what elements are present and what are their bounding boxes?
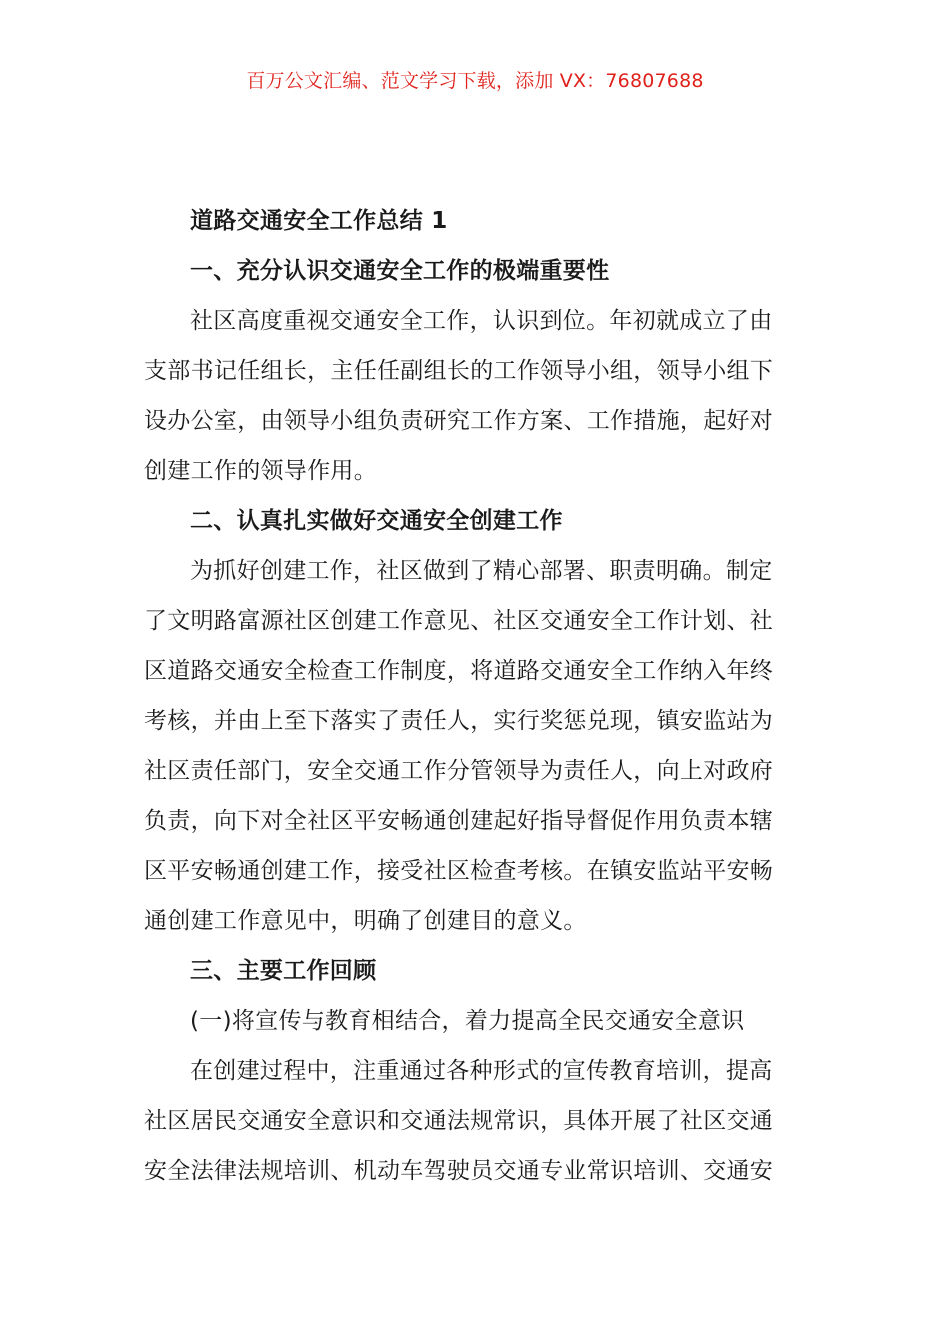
header-watermark-note: 百万公文汇编、范文学习下载，添加 VX：76807688 [246,70,704,92]
paragraph-line: 社区高度重视交通安全工作，认识到位。年初就成立了由 [190,308,773,334]
paragraph-line: 创建工作的领导作用。 [144,458,377,484]
paragraph-line: 了文明路富源社区创建工作意见、社区交通安全工作计划、社 [144,608,774,634]
section-1-paragraph [144,296,792,496]
paragraph-line: 安全法律法规培训、机动车驾驶员交通专业常识培训、交通安 [144,1158,774,1184]
document-title: 道路交通安全工作总结 1 [190,208,448,234]
paragraph-line: 在创建过程中，注重通过各种形式的宣传教育培训，提高 [190,1058,773,1084]
paragraph-line: 社区责任部门，安全交通工作分管领导为责任人，向上对政府 [144,758,774,784]
paragraph-line: 支部书记任组长，主任任副组长的工作领导小组，领导小组下 [144,358,774,384]
section-heading-2: 二、认真扎实做好交通安全创建工作 [190,508,563,534]
paragraph-line: 社区居民交通安全意识和交通法规常识，具体开展了社区交通 [144,1108,774,1134]
paragraph-line: 考核，并由上至下落实了责任人，实行奖惩兑现，镇安监站为 [144,708,774,734]
paragraph-line: 区道路交通安全检查工作制度，将道路交通安全工作纳入年终 [144,658,774,684]
subsection-heading: (一)将宣传与教育相结合，着力提高全民交通安全意识 [190,1008,745,1034]
section-heading-1: 一、充分认识交通安全工作的极端重要性 [190,258,610,284]
section-heading-3: 三、主要工作回顾 [190,958,377,984]
section-2-paragraph [144,546,792,946]
paragraph-line: 为抓好创建工作，社区做到了精心部署、职责明确。制定 [190,558,773,584]
paragraph-line: 通创建工作意见中，明确了创建目的意义。 [144,908,587,934]
document-body [144,196,792,1196]
paragraph-line: 区平安畅通创建工作，接受社区检查考核。在镇安监站平安畅 [144,858,774,884]
paragraph-line: 设办公室，由领导小组负责研究工作方案、工作措施，起好对 [144,408,774,434]
section-3-paragraph [144,1046,792,1196]
paragraph-line: 负责，向下对全社区平安畅通创建起好指导督促作用负责本辖 [144,808,774,834]
